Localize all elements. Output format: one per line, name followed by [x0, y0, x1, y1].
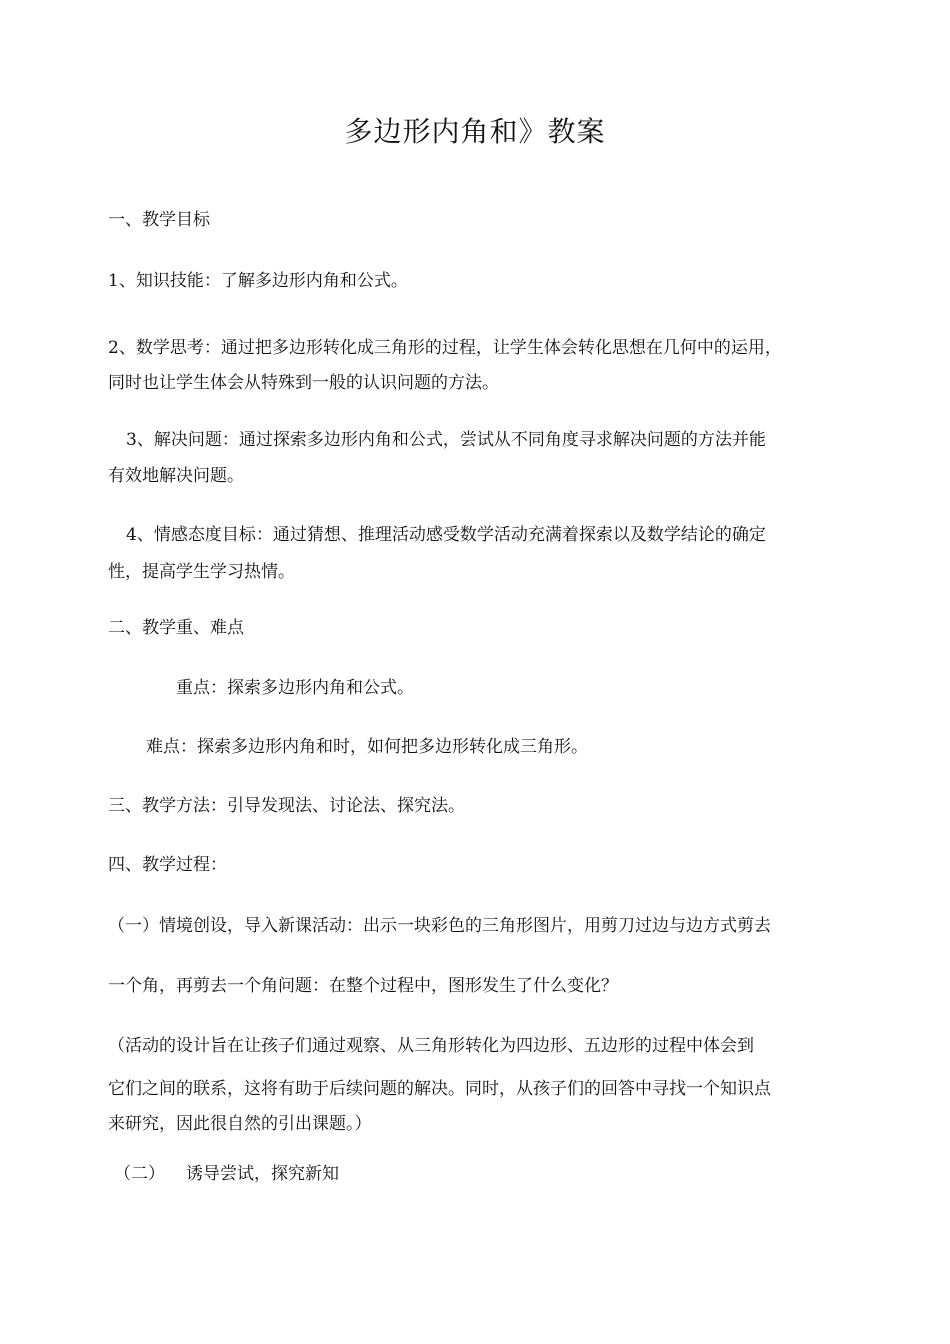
goal-problem-solving-line2: 有效地解决问题。 — [108, 466, 244, 486]
step2-label: （二） — [114, 1164, 165, 1184]
goal-attitude-line1: 4、情感态度目标：通过猜想、推理活动感受数学活动充满着探索以及数学结论的确定 — [126, 525, 766, 545]
step1-line1: （一）情境创设，导入新课活动：出示一块彩色的三角形图片，用剪刀过边与边方式剪去 — [108, 916, 771, 936]
goal-knowledge: 1、知识技能：了解多边形内角和公式。 — [108, 271, 408, 291]
section-heading-goals: 一、教学目标 — [108, 210, 210, 230]
key-point: 重点：探索多边形内角和公式。 — [176, 678, 414, 698]
note-line2: 它们之间的联系，这将有助于后续问题的解决。同时，从孩子们的回答中寻找一个知识点 — [108, 1079, 771, 1099]
difficult-point: 难点：探索多边形内角和时，如何把多边形转化成三角形。 — [146, 737, 588, 757]
note-line1: （活动的设计旨在让孩子们通过观察、从三角形转化为四边形、五边形的过程中体会到 — [108, 1036, 754, 1056]
step1-line2: 一个角，再剪去一个角问题：在整个过程中，图形发生了什么变化？ — [108, 976, 618, 996]
goal-attitude-line2: 性，提高学生学习热情。 — [108, 562, 295, 582]
goal-problem-solving-line1: 3、解决问题：通过探索多边形内角和公式，尝试从不同角度寻求解决问题的方法并能 — [126, 430, 766, 450]
step2-text: 诱导尝试，探究新知 — [186, 1164, 339, 1184]
goal-thinking-line2: 同时也让学生体会从特殊到一般的认识问题的方法。 — [108, 373, 499, 393]
goal-thinking-line1: 2、数学思考：通过把多边形转化成三角形的过程，让学生体会转化思想在几何中的运用， — [108, 338, 782, 358]
section-heading-key-points: 二、教学重、难点 — [108, 618, 244, 638]
section-heading-process: 四、教学过程： — [108, 855, 227, 875]
note-line3: 来研究，因此很自然的引出课题。） — [108, 1114, 372, 1134]
section-methods: 三、教学方法：引导发现法、讨论法、探究法。 — [108, 796, 465, 816]
document-title: 多边形内角和》教案 — [344, 115, 606, 148]
